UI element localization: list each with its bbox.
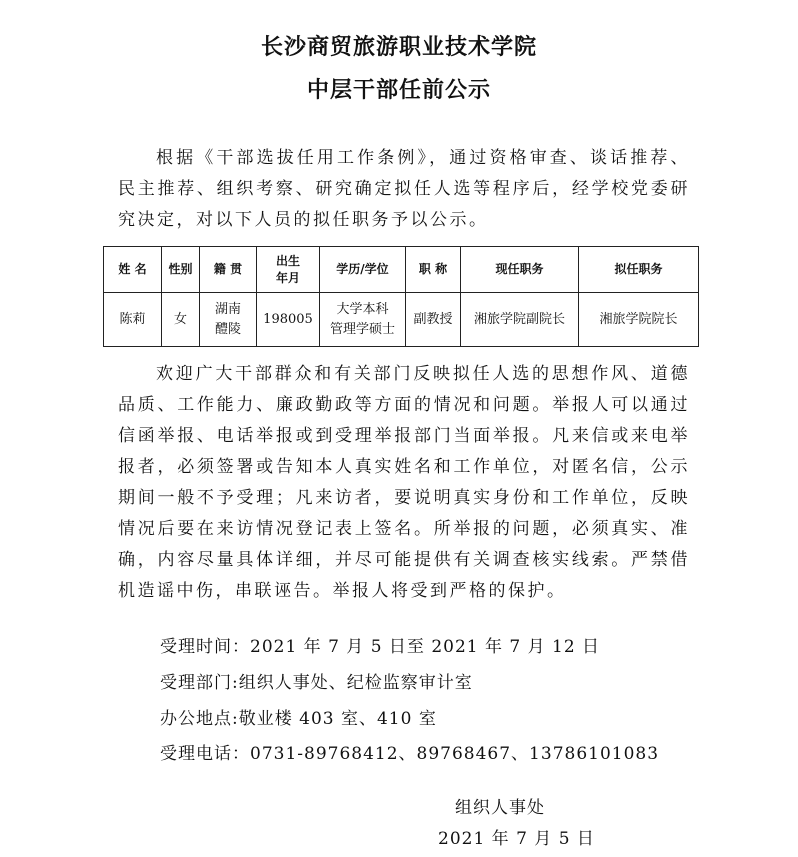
cell-origin-line2: 醴陵 (214, 321, 241, 337)
cell-rank: 副教授 (406, 293, 461, 347)
notice-title: 中层干部任前公示 (306, 78, 491, 103)
cell-gender: 女 (162, 293, 200, 347)
acceptance-phone: 受理电话：0731-89768412、89768467、13786101083 (160, 744, 660, 764)
cell-education-line2: 管理学硕士 (329, 321, 395, 337)
signature-org: 组织人事处 (455, 798, 545, 818)
table-header-row (104, 247, 699, 293)
table-row (104, 293, 699, 347)
office-location: 办公地点:敬业楼 403 室、410 室 (160, 709, 437, 729)
candidate-table (103, 246, 699, 347)
cell-origin-line1: 湖南 (214, 301, 241, 317)
cell-education-line1: 大学本科 (336, 301, 389, 317)
header-education: 学历/学位 (320, 247, 406, 293)
cell-name: 陈莉 (104, 293, 162, 347)
header-current-position: 现任职务 (461, 247, 579, 293)
acceptance-department: 受理部门:组织人事处、纪检监察审计室 (160, 673, 473, 693)
cell-education (320, 293, 406, 347)
signature-date: 2021 年 7 月 5 日 (438, 829, 595, 849)
cell-current-position: 湘旅学院副院长 (461, 293, 579, 347)
cell-proposed-position: 湘旅学院院长 (579, 293, 699, 347)
school-name: 长沙商贸旅游职业技术学院 (260, 35, 537, 60)
header-birth-line1: 出生 (275, 253, 300, 268)
intro-paragraph: 根据《干部选拔任用工作条例》，通过资格审查、谈话推荐、民主推荐、组织考察、研究确定拟任人选等程序后，经学校党委研究决定，对以下人员的拟任职务予以公示。 (118, 148, 690, 230)
header-birth (257, 247, 320, 293)
acceptance-period: 受理时间：2021 年 7 月 5 日至 2021 年 7 月 12 日 (160, 637, 601, 657)
cell-origin (200, 293, 257, 347)
body-paragraph: 欢迎广大干部群众和有关部门反映拟任人选的思想作风、道德品质、工作能力、廉政勤政等方面的情况和问题。举报人可以通过信函举报、电话举报或到受理举报部门当面举报。凡来信或来电举报者，必须签署或告知本人真实姓名和工作单位，对匿名信，公示期间一般不予受理；凡来访者，要说明真实身份和工作单位，反映情况后要在来访情况登记表上签名。所举报的问题，必须真实、准确，内容尽量具体详细，并尽可能提供有关调查核实线索。严禁借机造谣中伤，串联诬告。举报人将受到严格的保护。 (118, 364, 690, 601)
header-proposed-position: 拟任职务 (579, 247, 699, 293)
header-birth-line2: 年月 (275, 270, 300, 285)
header-origin: 籍 贯 (200, 247, 257, 293)
header-gender: 性别 (162, 247, 200, 293)
header-name: 姓 名 (104, 247, 162, 293)
header-rank: 职 称 (406, 247, 461, 293)
cell-birth: 198005 (257, 293, 320, 347)
